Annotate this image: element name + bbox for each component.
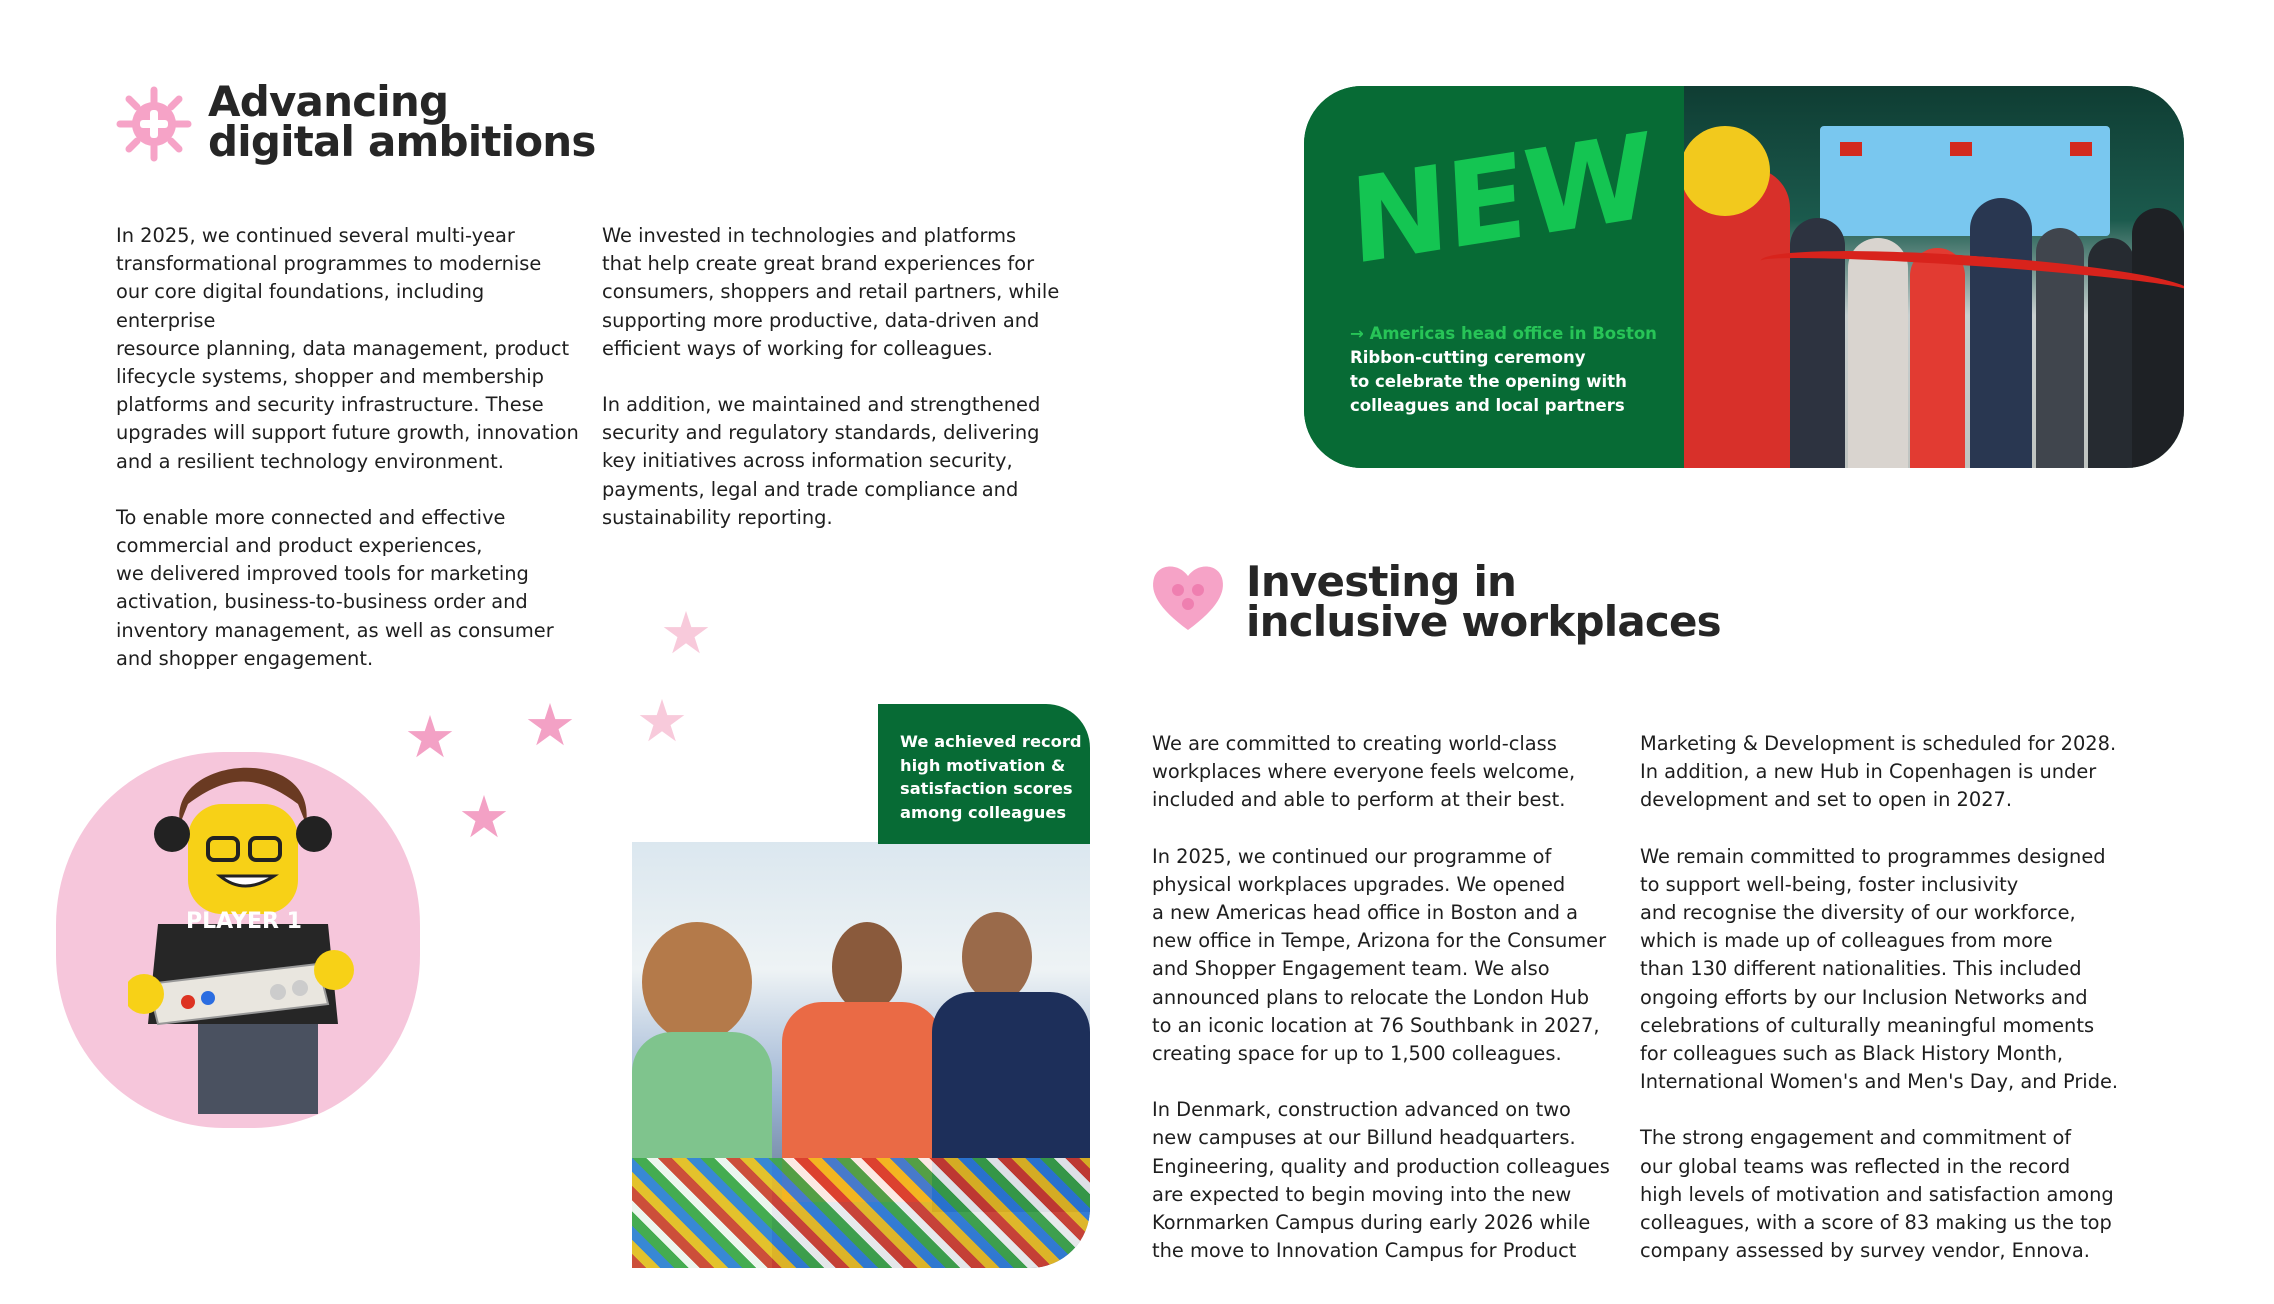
paragraph: Marketing & Development is scheduled for 2028. In addition, a new Hub in Copenhagen is under development and set to open in 2027.: [1640, 732, 2117, 812]
paragraph: We are committed to creating world-class workplaces where everyone feels welcome, included and able to perform at their best.: [1152, 732, 1576, 812]
heart-icon: [1148, 560, 1228, 634]
star-icon: ★: [404, 703, 456, 771]
heading-line: inclusive workplaces: [1246, 597, 1721, 646]
paragraph: In 2025, we continued our programme of physical workplaces upgrades. We opened a new Americas head office in Boston and a new office in Tempe, Arizona for the Consumer and Shopper Engagement team. We also announced plans to relocate the London Hub to an iconic location at 76 Southbank in 2027, creating space for up to 1,500 colleagues.: [1152, 844, 1607, 1066]
text-column: [1152, 730, 1622, 1293]
section-heading-workplaces: [1246, 557, 1721, 646]
text-column: [116, 222, 586, 701]
sun-icon: [116, 86, 192, 162]
paragraph: In 2025, we continued several multi-year transformational programmes to modernise our core digital foundations, including enterprise resource planning, data management, product lifecycle systems, shopper and membership platforms and security infrastructure. These upgrades will support future growth, innovation and a resilient technology environment.: [116, 224, 579, 473]
caption-text: Ribbon-cutting ceremony to celebrate the opening with colleagues and local partners: [1350, 348, 1627, 415]
heading-line: digital ambitions: [208, 117, 596, 166]
tag-text: We achieved record high motivation & satisfaction scores among colleagues: [900, 732, 1082, 822]
paragraph: We remain committed to programmes designed to support well-being, foster inclusivity and recognise the diversity of our workforce, which is made up of colleagues from more than 130 different nationalities. This included ongoing efforts by our Inclusion Networks and celebrations of culturally meaningful moments for colleagues such as Black History Month, International Women's and Men's Day, and Pride.: [1640, 844, 2119, 1094]
star-icon: ★: [524, 691, 576, 759]
new-label: NEW: [1346, 106, 1654, 292]
new-office-panel: [1304, 86, 2184, 468]
player-minifigure: [128, 734, 364, 1130]
section-heading-digital: [208, 77, 596, 166]
text-column: [1640, 730, 2120, 1293]
ribbon-cutting-photo: [1670, 86, 2184, 468]
record-motivation-tag: [878, 704, 1090, 844]
star-icon: ★: [636, 687, 688, 755]
paragraph: In addition, we maintained and strengthened security and regulatory standards, delivering key initiatives across information security, payments, legal and trade compliance and sustainability reporting.: [602, 393, 1041, 529]
shirt-text: PLAYER 1: [186, 909, 302, 934]
photo-caption: [1350, 322, 1660, 418]
paragraph: In Denmark, construction advanced on two new campuses at our Billund headquarters. Engineering, quality and production colleagues are expected to begin moving into the new Kornmarken Campus during early 2026 while the move to Innovation Campus for Product: [1152, 1098, 1610, 1263]
text-column: [602, 222, 1072, 560]
star-icon: ★: [660, 599, 712, 667]
heading-line: Advancing: [208, 77, 449, 126]
caption-kicker: → Americas head office in Boston: [1350, 324, 1657, 343]
colleagues-photo: [632, 842, 1090, 1268]
star-icon: ★: [458, 783, 510, 851]
paragraph: We invested in technologies and platforms that help create great brand experiences for consumers, shoppers and retail partners, while supporting more productive, data-driven and efficient ways of working for colleagues.: [602, 224, 1060, 360]
paragraph: To enable more connected and effective commercial and product experiences, we delivered improved tools for marketing activation, business-to-business order and inventory management, as well as consumer and shopper engagement.: [116, 505, 554, 670]
heading-line: Investing in: [1246, 557, 1517, 606]
paragraph: The strong engagement and commitment of our global teams was reflected in the record high levels of motivation and satisfaction among colleagues, with a score of 83 making us the top company assessed by survey vendor, Ennova.: [1640, 1126, 2114, 1263]
